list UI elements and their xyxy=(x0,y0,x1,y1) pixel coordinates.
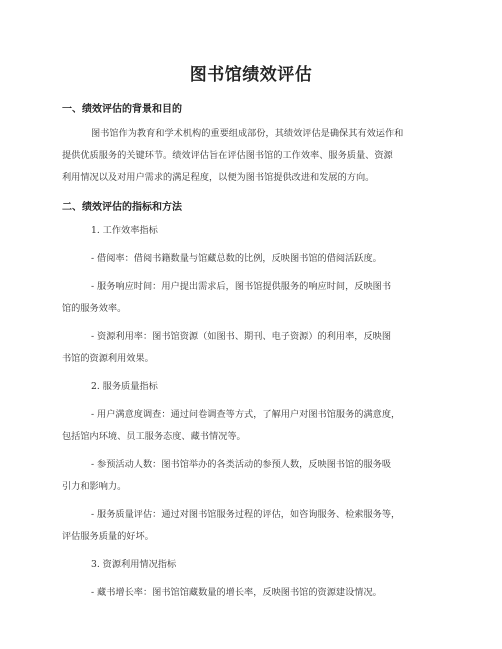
list-item-continuation: 包括馆内环境、员工服务态度、藏书情况等。 xyxy=(62,431,246,442)
document-title: 图书馆绩效评估 xyxy=(189,65,313,85)
list-item-continuation: 评估服务质量的好坏。 xyxy=(62,531,154,542)
list-item-continuation: 书馆的资源利用效果。 xyxy=(62,353,154,364)
list-item: - 服务质量评估：通过对图书馆服务过程的评估，如咨询服务、检索服务等， xyxy=(91,509,401,520)
list-heading: 1. 工作效率指标 xyxy=(91,225,158,236)
paragraph-line: 利用情况以及对用户需求的满足程度，以便为图书馆提供改进和发展的方向。 xyxy=(62,172,375,183)
paragraph-line: 图书馆作为教育和学术机构的重要组成部份，其绩效评估是确保其有效运作和 xyxy=(91,128,404,139)
list-item: - 借阅率：借阅书籍数量与馆藏总数的比例，反映图书馆的借阅活跃度。 xyxy=(91,253,382,264)
list-item-continuation: 馆的服务效率。 xyxy=(62,303,127,314)
list-item: - 藏书增长率：图书馆馆藏数量的增长率，反映图书馆的资源建设情况。 xyxy=(91,587,382,598)
section-heading-2: 二、绩效评估的指标和方法 xyxy=(62,202,182,213)
paragraph-line: 提供优质服务的关键环节。绩效评估旨在评估图书馆的工作效率、服务质量、资源 xyxy=(62,150,393,161)
list-item: - 参预活动人数：图书馆举办的各类活动的参预人数，反映图书馆的服务吸 xyxy=(91,459,392,470)
list-heading: 2. 服务质量指标 xyxy=(91,381,158,392)
list-item: - 服务响应时间：用户提出需求后，图书馆提供服务的响应时间，反映图书 xyxy=(91,281,392,292)
list-item: - 用户满意度调查：通过问卷调查等方式，了解用户对图书馆服务的满意度， xyxy=(91,409,401,420)
list-item: - 资源利用率：图书馆资源（如图书、期刊、电子资源）的利用率，反映图 xyxy=(91,331,392,342)
section-heading-1: 一、绩效评估的背景和目的 xyxy=(62,104,182,115)
list-heading: 3. 资源利用情况指标 xyxy=(91,559,177,570)
list-item-continuation: 引力和影响力。 xyxy=(62,481,127,492)
